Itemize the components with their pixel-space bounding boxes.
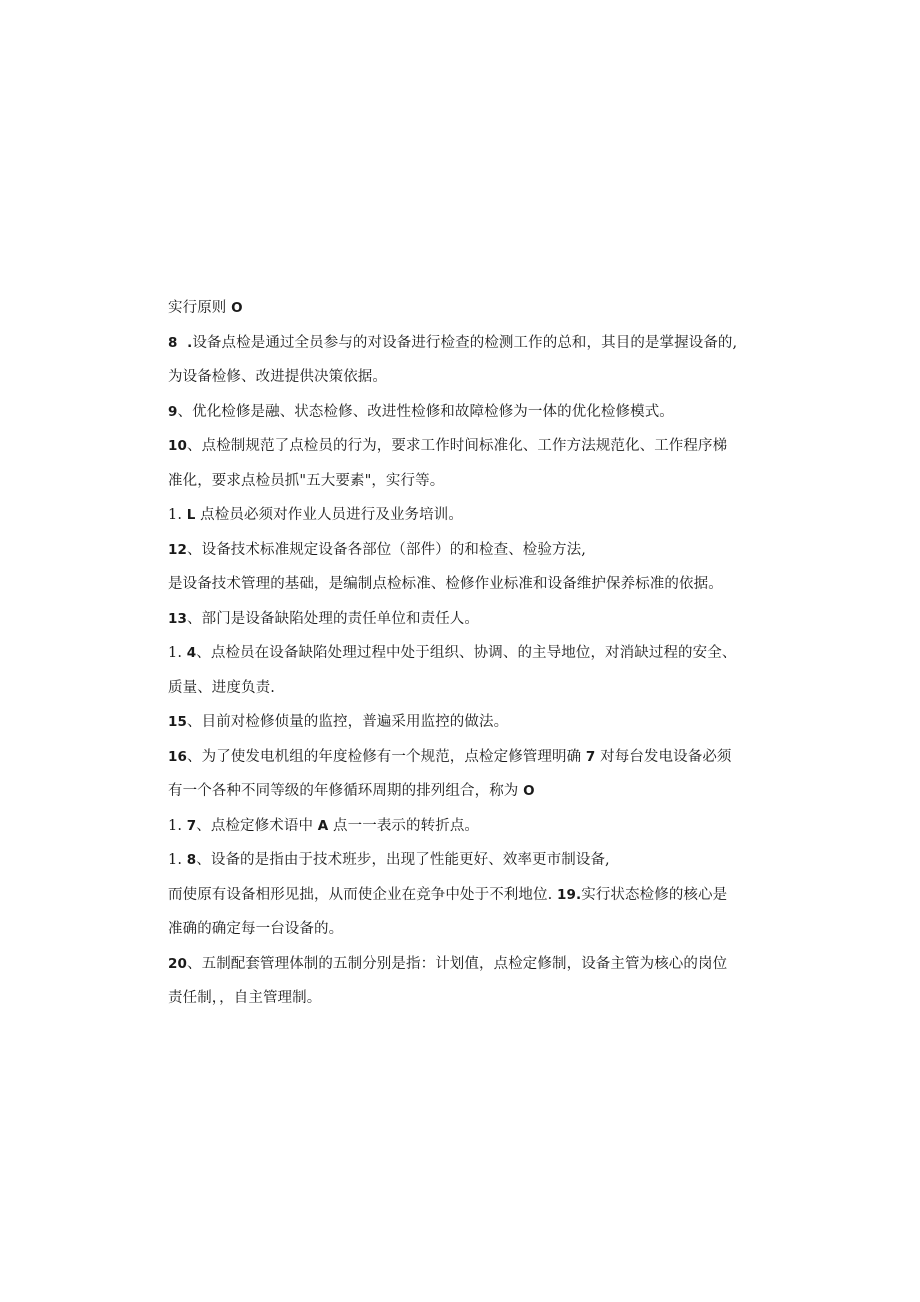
line-text: 1. xyxy=(168,852,187,868)
line-text: 点检员必须对作业人员进行及业务培训。 xyxy=(195,507,463,523)
line-text: 、设备技术标准规定设备各部位（部件）的和检查、检验方法, xyxy=(187,541,586,558)
line-text: 、点检制规范了点检员的行为，要求工作时间标准化、工作方法规范化、工作程序梯 xyxy=(187,438,728,454)
question-number: L xyxy=(186,507,196,523)
line-text: 、五制配套管理体制的五制分别是指：计划值，点检定修制，设备主管为核心的岗位 xyxy=(187,955,728,972)
line-text: 准确的确定每一台设备的。 xyxy=(168,921,344,937)
question-list xyxy=(168,294,768,1019)
question-16 xyxy=(168,743,768,778)
line-text: 准化，要求点检员抓"五大要素"，实行等。 xyxy=(168,472,445,489)
line-text: 点一一表示的转折点。 xyxy=(328,817,480,834)
question-20 xyxy=(168,950,768,985)
text-line xyxy=(168,294,768,329)
question-number: 16 xyxy=(168,748,187,765)
question-17 xyxy=(168,812,768,847)
line-text: 质量、进度负责. xyxy=(168,679,275,696)
line-text: 1. xyxy=(168,507,187,523)
question-11 xyxy=(168,501,768,536)
question-number: 19. xyxy=(557,886,582,903)
question-number: 7 xyxy=(186,817,197,834)
line-text: 、设备的是指由于技术班步，出现了性能更好、效率更市制设备, xyxy=(196,852,610,868)
line-text: 、为了使发电机组的年度检修有一个规范，点检定修管理明确 xyxy=(187,748,586,765)
text-line xyxy=(168,363,768,398)
line-text: 对每台发电设备必须 xyxy=(595,748,732,765)
line-text: 设备点检是通过全员参与的对设备进行检查的检测工作的总和，其目的是掌握设备的, xyxy=(192,334,738,351)
line-text: 、点检定修术语中 xyxy=(196,817,318,834)
line-tail: O xyxy=(231,300,243,316)
inline-letter: A xyxy=(317,817,329,834)
question-number: 10 xyxy=(168,438,187,454)
line-text: 、点检员在设备缺陷处理过程中处于组织、协调、的主导地位，对消缺过程的安全、 xyxy=(196,645,737,661)
question-10 xyxy=(168,432,768,467)
question-number: 20 xyxy=(168,955,187,972)
question-number: 4 xyxy=(186,645,197,661)
line-text: 为设备检修、改进提供决策依据。 xyxy=(168,369,387,385)
question-number: 13 xyxy=(168,610,187,627)
question-8 xyxy=(168,329,768,364)
text-line xyxy=(168,915,768,950)
line-tail: O xyxy=(523,783,535,799)
question-15 xyxy=(168,708,768,743)
question-number: 12 xyxy=(168,541,187,558)
line-text: 而使原有设备相形见拙，从而使企业在竞争中处于不利地位. xyxy=(168,886,558,903)
text-line xyxy=(168,674,768,709)
line-text: 、优化检修是融、状态检修、改进性检修和故障检修为一体的优化检修模式。 xyxy=(177,403,674,420)
question-18 xyxy=(168,846,768,881)
line-text: 是设备技术管理的基础，是编制点检标准、检修作业标准和设备维护保养标准的依据。 xyxy=(168,576,723,592)
line-text: 1. xyxy=(168,817,187,834)
question-9 xyxy=(168,398,768,433)
text-line xyxy=(168,467,768,502)
line-text: 实行状态检修的核心是 xyxy=(581,886,728,903)
line-text: 责任制，，自主管理制。 xyxy=(168,990,322,1006)
line-text: 、目前对检修侦量的监控，普遍采用监控的做法。 xyxy=(187,714,509,730)
line-text: 有一个各种不同等级的年修循环周期的排列组合，称为 xyxy=(168,783,524,799)
question-number: 15 xyxy=(168,714,187,730)
text-line xyxy=(168,777,768,812)
line-text: 、部门是设备缺陷处理的责任单位和责任人。 xyxy=(187,610,479,627)
inline-number: 7 xyxy=(585,748,596,765)
question-number: 9 xyxy=(168,403,178,420)
question-number: 8 . xyxy=(168,334,193,351)
question-19 xyxy=(168,881,768,916)
question-14 xyxy=(168,639,768,674)
line-text: 1. xyxy=(168,645,187,661)
question-13 xyxy=(168,605,768,640)
question-12 xyxy=(168,536,768,571)
line-text: 实行原则 xyxy=(168,300,232,316)
text-line xyxy=(168,984,768,1019)
text-line xyxy=(168,570,768,605)
question-number: 8 xyxy=(186,852,197,868)
